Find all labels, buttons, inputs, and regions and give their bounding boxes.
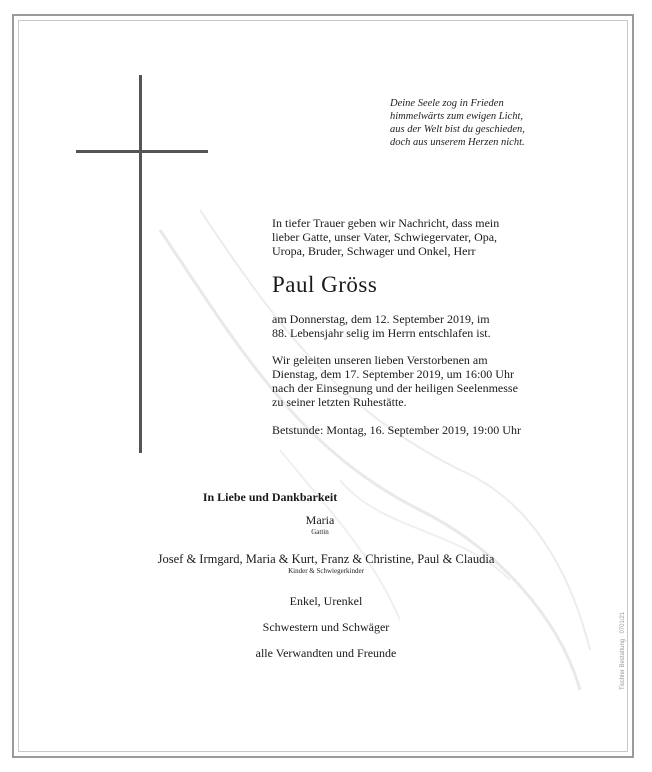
children-role: Kinder & Schwiegerkinder: [288, 567, 364, 575]
spouse-role: Gattin: [311, 528, 329, 536]
cross-vertical-beam: [139, 75, 142, 453]
grandchildren: Enkel, Urenkel: [289, 594, 363, 608]
poem-line: doch aus unserem Herzen nicht.: [390, 137, 525, 148]
siblings: Schwestern und Schwäger: [262, 620, 390, 634]
children-names: Josef & Irmgard, Maria & Kurt, Franz & Christine, Paul & Claudia: [157, 552, 495, 566]
funeral-details: [272, 353, 572, 409]
prayer-line: Betstunde: Montag, 16. September 2019, 19:00 Uhr: [272, 423, 521, 437]
poem-line: aus der Welt bist du geschieden,: [390, 124, 525, 135]
funeral-line: Dienstag, dem 17. September 2019, um 16:00 Uhr: [272, 367, 514, 381]
intro-line: In tiefer Trauer geben wir Nachricht, dass mein: [272, 216, 500, 230]
closing-title: In Liebe und Dankbarkeit: [202, 490, 338, 504]
poem: [390, 97, 580, 149]
death-announcement: [272, 312, 572, 340]
intro-line: lieber Gatte, unser Vater, Schwiegervater, Opa,: [272, 230, 498, 244]
relatives-and-friends: alle Verwandten und Freunde: [255, 646, 397, 660]
funeral-line: zu seiner letzten Ruhestätte.: [272, 395, 407, 409]
intro-text: [272, 216, 572, 258]
death-line: am Donnerstag, dem 12. September 2019, im: [272, 312, 490, 326]
print-credit: Tischler Bestattung · 0701/21: [620, 611, 626, 690]
prayer-hour: [272, 423, 572, 437]
funeral-line: Wir geleiten unseren lieben Verstorbenen am: [272, 353, 488, 367]
poem-line: himmelwärts zum ewigen Licht,: [390, 111, 523, 122]
cross-horizontal-beam: [76, 150, 208, 153]
death-line: 88. Lebensjahr selig im Herrn entschlafen ist.: [272, 326, 491, 340]
poem-line: Deine Seele zog in Frieden: [390, 98, 504, 109]
intro-line: Uropa, Bruder, Schwager und Onkel, Herr: [272, 244, 476, 258]
deceased-name: Paul Gröss: [272, 272, 378, 297]
funeral-line: nach der Einsegnung und der heiligen Seelenmesse: [272, 381, 518, 395]
spouse-name: Maria: [305, 513, 335, 527]
